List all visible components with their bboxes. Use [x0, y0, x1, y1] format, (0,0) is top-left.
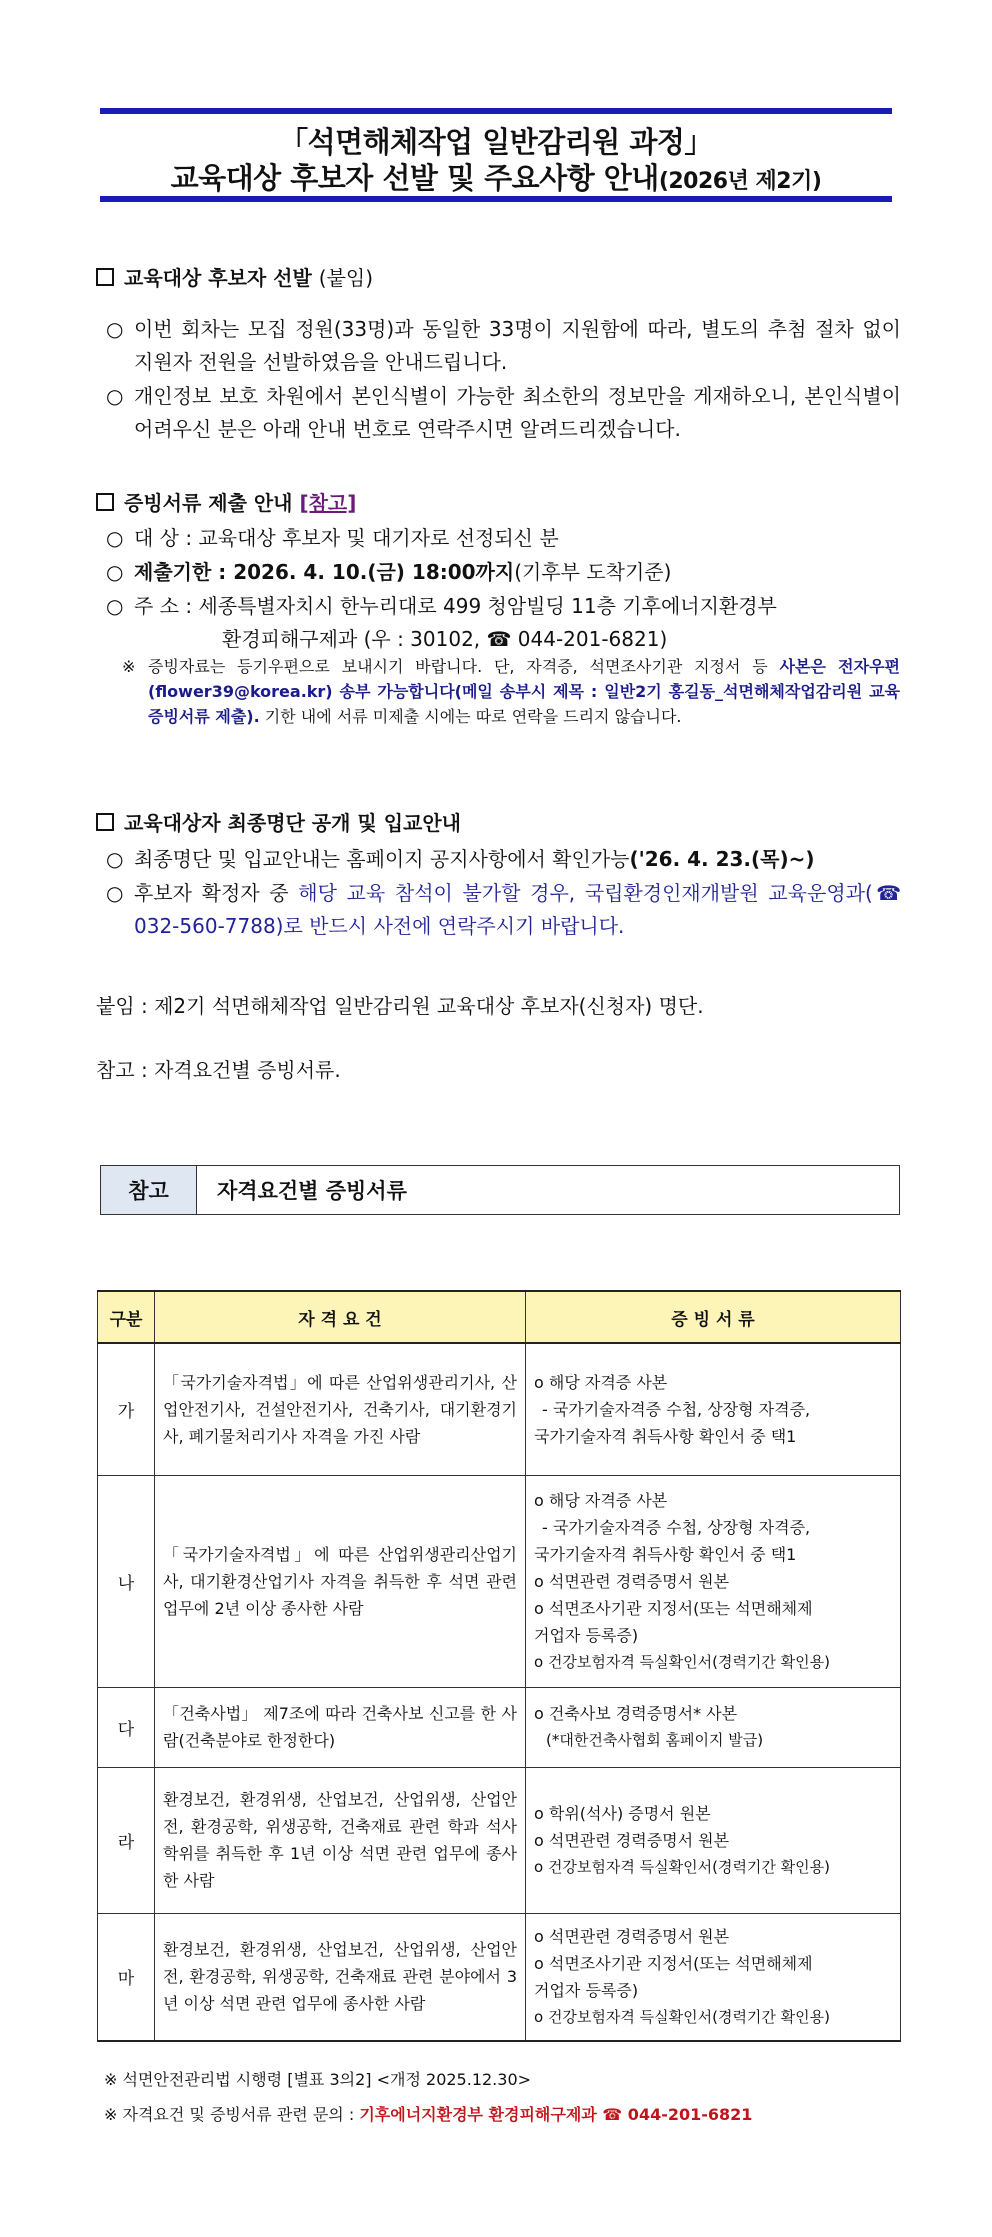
item2-part1: 후보자 확정자 중: [134, 881, 299, 905]
circle-bullet-icon: ○: [106, 594, 124, 618]
section2-note: [122, 654, 900, 729]
table-row: [98, 1475, 901, 1687]
section2-deadline: [106, 556, 901, 589]
section3-heading: [96, 807, 461, 836]
doc-line: o 석면조사기관 지정서(또는 석면해체제: [534, 1953, 813, 1973]
checkbox-square-icon: [96, 268, 114, 286]
item1-text: 최종명단 및 입교안내는 홈페이지 공지사항에서 확인가능: [134, 847, 630, 871]
circle-bullet-icon: ○: [106, 881, 124, 905]
doc-line: o 학위(석사) 증명서 원본: [534, 1803, 711, 1823]
doc-line: o 건축사보 경력증명서* 사본: [534, 1704, 738, 1723]
title-banner: [100, 108, 892, 202]
row-qualification: 「국가기술자격법」에 따른 산업위생관리기사, 산업안전기사, 건설안전기사, 건축기사, 대기환경기사, 폐기물처리기사 자격을 가진 사람: [155, 1343, 526, 1475]
attachment-line: 붙임 : 제2기 석면해체작업 일반감리원 교육대상 후보자(신청자) 명단.: [96, 994, 704, 1018]
law-footnote: ※ 석면안전관리법 시행령 [별표 3의2] <개정 2025.12.30>: [104, 2070, 532, 2089]
doc-line: - 국가기술자격증 수첩, 상장형 자격증,: [542, 1399, 811, 1419]
item1-date: ('26. 4. 23.(목)~): [629, 847, 815, 871]
row-qualification: 「건축사법」 제7조에 따라 건축사보 신고를 한 사람(건축분야로 한정한다): [155, 1687, 526, 1767]
doc-line: o 석면관련 경력증명서 원본: [534, 1571, 730, 1591]
row-key: 다: [98, 1687, 155, 1767]
row-documents: [526, 1343, 901, 1475]
section2-heading-text: 증빙서류 제출 안내: [124, 491, 293, 515]
section1-heading-text: 교육대상 후보자 선발: [124, 266, 312, 290]
row-qualification: 「국가기술자격법」에 따른 산업위생관리산업기사, 대기환경산업기사 자격을 취득한 후 석면 관련 업무에 2년 이상 종사한 사람: [155, 1475, 526, 1687]
section2-note-text: [148, 654, 900, 729]
circle-bullet-icon: ○: [106, 526, 124, 550]
doc-line: 국가기술자격 취득사항 확인서 중 택1: [534, 1426, 797, 1446]
table-row: [98, 1343, 901, 1475]
reference-header-box: [100, 1165, 900, 1215]
row-documents: [526, 1475, 901, 1687]
table-row: [98, 1687, 901, 1767]
row-qualification: 환경보건, 환경위생, 산업보건, 산업위생, 산업안전, 환경공학, 위생공학, 건축재료 관련 분야에서 3년 이상 석면 관련 업무에 종사한 사람: [155, 1913, 526, 2041]
section1-heading: [96, 262, 373, 291]
section1-heading-note: (붙임): [318, 266, 374, 290]
note-part2: 기한 내에 서류 미제출 시에는 따로 연락을 드리지 않습니다.: [259, 707, 682, 726]
row-qualification: 환경보건, 환경위생, 산업보건, 산업위생, 산업안전, 환경공학, 위생공학, 건축재료 관련 학과 석사 학위를 취득한 후 1년 이상 석면 관련 업무에 종사한 사람: [155, 1767, 526, 1913]
table-header-row: [98, 1291, 901, 1343]
note-bold-email: 사본은 전자우편(flower39@korea.kr) 송부 가능합니다(메일 송부시 제목 : 일반2기 홍길동_석면해체작업감리원 교육 증빙서류 제출).: [148, 657, 900, 726]
section2-address-line2: 환경피해구제과 (우 : 30102, ☎ 044-201-6821): [222, 627, 668, 651]
doc-line: 국가기술자격 취득사항 확인서 중 택1: [534, 1544, 797, 1564]
row-key: 가: [98, 1343, 155, 1475]
doc-line: o 석면조사기관 지정서(또는 석면해체제: [534, 1598, 813, 1618]
circle-bullet-icon: ○: [106, 560, 124, 584]
contact-footnote: [104, 2102, 752, 2125]
section2-deadline-text: [134, 556, 901, 589]
title-main: 교육대상 후보자 선발 및 주요사항 안내: [170, 161, 659, 195]
section2-address-line1: 주 소 : 세종특별자치시 한누리대로 499 청암빌딩 11층 기후에너지환경부: [134, 594, 777, 618]
row-key: 라: [98, 1767, 155, 1913]
section3-item-1: [106, 843, 901, 876]
contact-red: 기후에너지환경부 환경피해구제과 ☎ 044-201-6821: [359, 2105, 753, 2124]
contact-prefix: ※ 자격요건 및 증빙서류 관련 문의 :: [104, 2105, 360, 2124]
section1-item-2-text: 개인정보 보호 차원에서 본인식별이 가능한 최소한의 정보만을 게재하오니, 본인식별이 어려우신 분은 아래 안내 번호로 연락주시면 알려드리겠습니다.: [134, 384, 901, 441]
section3-item-1-text: [134, 843, 901, 876]
deadline-bold: 제출기한 : 2026. 4. 10.(금) 18:00까지: [134, 560, 515, 584]
doc-line: 거업자 등록증): [534, 1625, 639, 1645]
table-row: [98, 1767, 901, 1913]
qualification-table: [97, 1290, 901, 2042]
doc-line: o 석면관련 경력증명서 원본: [534, 1830, 730, 1850]
item2-part2: 해당 교육 참석이 불가할 경우, 국립환경인재개발원 교육운영과(☎ 032-560-7788)로 반드시 사전에 연락주시기 바랍니다.: [134, 881, 902, 938]
doc-line: o 건강보험자격 득실확인서(경력기간 확인용): [534, 1857, 831, 1876]
checkbox-square-icon: [96, 813, 114, 831]
section3-heading-text: 교육대상자 최종명단 공개 및 입교안내: [124, 811, 461, 835]
doc-line: o 해당 자격증 사본: [534, 1372, 668, 1392]
doc-line: o 건강보험자격 득실확인서(경력기간 확인용): [534, 1652, 831, 1671]
row-key: 마: [98, 1913, 155, 2041]
section2-target: [106, 522, 901, 555]
row-key: 나: [98, 1475, 155, 1687]
section2-address: [106, 590, 901, 656]
header-documents: 증 빙 서 류: [526, 1291, 901, 1343]
reference-title: 자격요건별 증빙서류: [217, 1179, 407, 1203]
title-line1: 「석면해체작업 일반감리원 과정」: [279, 125, 713, 159]
row-documents: [526, 1913, 901, 2041]
doc-line: o 건강보험자격 득실확인서(경력기간 확인용): [534, 2007, 831, 2026]
circle-bullet-icon: ○: [106, 384, 124, 408]
header-qualification: 자 격 요 건: [155, 1291, 526, 1343]
section2-heading: [96, 487, 356, 516]
reference-label: 참고: [101, 1166, 197, 1214]
section2-ref-link[interactable]: [참고]: [299, 491, 357, 515]
doc-line: o 석면관련 경력증명서 원본: [534, 1926, 730, 1946]
doc-line: 거업자 등록증): [534, 1980, 639, 2000]
row-documents: [526, 1767, 901, 1913]
note-part1: 증빙자료는 등기우편으로 보내시기 바랍니다. 단, 자격증, 석면조사기관 지정서 등: [148, 657, 780, 676]
row-documents: [526, 1687, 901, 1767]
reference-line: 참고 : 자격요건별 증빙서류.: [96, 1058, 341, 1082]
section2-target-text: 대 상 : 교육대상 후보자 및 대기자로 선정되신 분: [134, 526, 559, 550]
title-suffix: (2026년 제2기): [658, 169, 822, 194]
table-row: [98, 1913, 901, 2041]
checkbox-square-icon: [96, 493, 114, 511]
note-mark: ※: [122, 657, 136, 676]
doc-line: o 해당 자격증 사본: [534, 1490, 668, 1510]
deadline-note: (기후부 도착기준): [514, 560, 672, 584]
doc-line: - 국가기술자격증 수첩, 상장형 자격증,: [542, 1517, 811, 1537]
circle-bullet-icon: ○: [106, 847, 124, 871]
section1-item-1: [106, 313, 901, 379]
header-category: 구분: [98, 1291, 155, 1343]
section1-item-1-text: 이번 회차는 모집 정원(33명)과 동일한 33명이 지원함에 따라, 별도의 추첨 절차 없이 지원자 전원을 선발하였음을 안내드립니다.: [134, 317, 901, 374]
section1-item-2: [106, 380, 901, 446]
circle-bullet-icon: ○: [106, 317, 124, 341]
title-line2: [100, 160, 892, 200]
doc-line: (*대한건축사협회 홈페이지 발급): [546, 1731, 764, 1749]
section3-item-2: [106, 877, 901, 943]
section3-item-2-text: [134, 877, 901, 943]
